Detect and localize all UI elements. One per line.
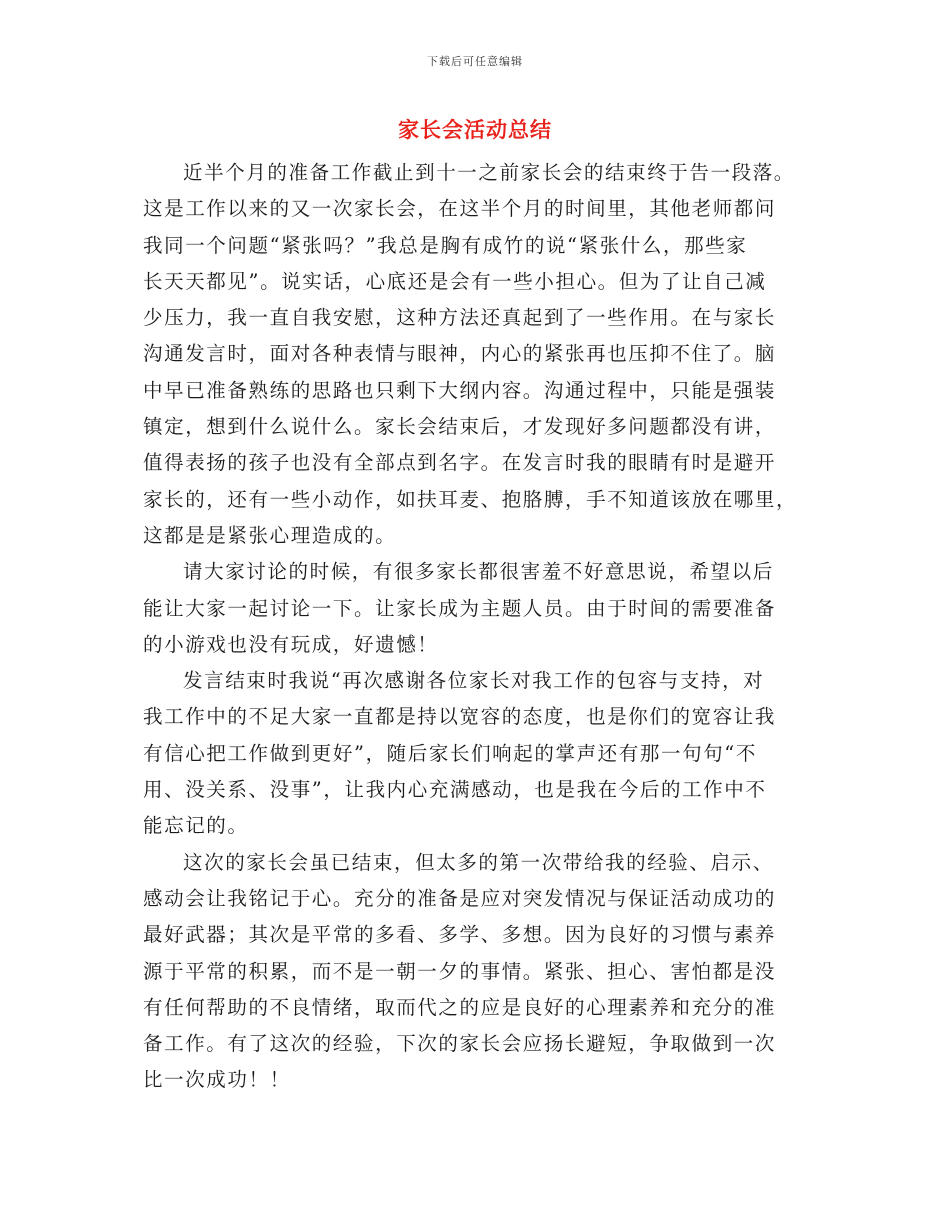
header-note: 下载后可任意编辑: [427, 55, 523, 68]
paragraph-line: 比一次成功！！: [143, 1068, 291, 1092]
paragraph-line: 能忘记的。: [143, 814, 249, 838]
paragraph-line: 这次的家长会虽已结束，但太多的第一次带给我的经验、启示、: [183, 850, 774, 874]
paragraph-line: 用、没关系、没事”，让我内心充满感动，也是我在今后的工作中不: [143, 778, 767, 802]
paragraph-line: 这是工作以来的又一次家长会，在这半个月的时间里，其他老师都问: [143, 197, 777, 221]
paragraph-line: 的小游戏也没有玩成，好遗憾！: [143, 632, 439, 656]
paragraph-3: [143, 663, 823, 844]
paragraph-line: 有任何帮助的不良情绪，取而代之的应是良好的心理素养和充分的准: [143, 995, 777, 1019]
paragraph-line: 家长的，还有一些小动作，如扶耳麦、抱胳膊，手不知道该放在哪里，: [143, 487, 798, 511]
paragraph-line: 少压力，我一直自我安慰，这种方法还真起到了一些作用。在与家长: [143, 306, 777, 330]
document-title: 家长会活动总结: [398, 117, 552, 142]
paragraph-line: 最好武器；其次是平常的多看、多学、多想。因为良好的习惯与素养: [143, 923, 777, 947]
paragraph-line: 中早已准备熟练的思路也只剩下大纲内容。沟通过程中，只能是强装: [143, 378, 777, 402]
paragraph-line: 能让大家一起讨论一下。让家长成为主题人员。由于时间的需要准备: [143, 596, 777, 620]
paragraph-line: 发言结束时我说“再次感谢各位家长对我工作的包容与支持，对: [183, 669, 765, 693]
paragraph-1: [143, 155, 823, 554]
paragraph-line: 这都是是紧张心理造成的。: [143, 523, 397, 547]
paragraph-line: 备工作。有了这次的经验，下次的家长会应扬长避短，争取做到一次: [143, 1032, 777, 1056]
document-body: [143, 155, 823, 1099]
paragraph-line: 长天天都见”。说实话，心底还是会有一些小担心。但为了让自己减: [143, 269, 767, 293]
paragraph-4: [143, 845, 823, 1099]
paragraph-line: 沟通发言时，面对各种表情与眼神，内心的紧张再也压抑不住了。脑: [143, 342, 777, 366]
paragraph-line: 镇定，想到什么说什么。家长会结束后，才发现好多问题都没有讲，: [143, 415, 777, 439]
paragraph-line: 值得表扬的孩子也没有全部点到名字。在发言时我的眼睛有时是避开: [143, 451, 777, 475]
paragraph-line: 我工作中的不足大家一直都是持以宽容的态度，也是你们的宽容让我: [143, 705, 777, 729]
paragraph-2: [143, 554, 823, 663]
paragraph-line: 有信心把工作做到更好”，随后家长们响起的掌声还有那一句句“不: [143, 741, 757, 765]
paragraph-line: 感动会让我铭记于心。充分的准备是应对突发情况与保证活动成功的: [143, 886, 777, 910]
paragraph-line: 我同一个问题“紧张吗？”我总是胸有成竹的说“紧张什么，那些家: [143, 233, 748, 257]
paragraph-line: 近半个月的准备工作截止到十一之前家长会的结束终于告一段落。: [183, 161, 795, 184]
paragraph-line: 源于平常的积累，而不是一朝一夕的事情。紧张、担心、害怕都是没: [143, 959, 777, 983]
paragraph-line: 请大家讨论的时候，有很多家长都很害羞不好意思说，希望以后: [183, 560, 774, 584]
